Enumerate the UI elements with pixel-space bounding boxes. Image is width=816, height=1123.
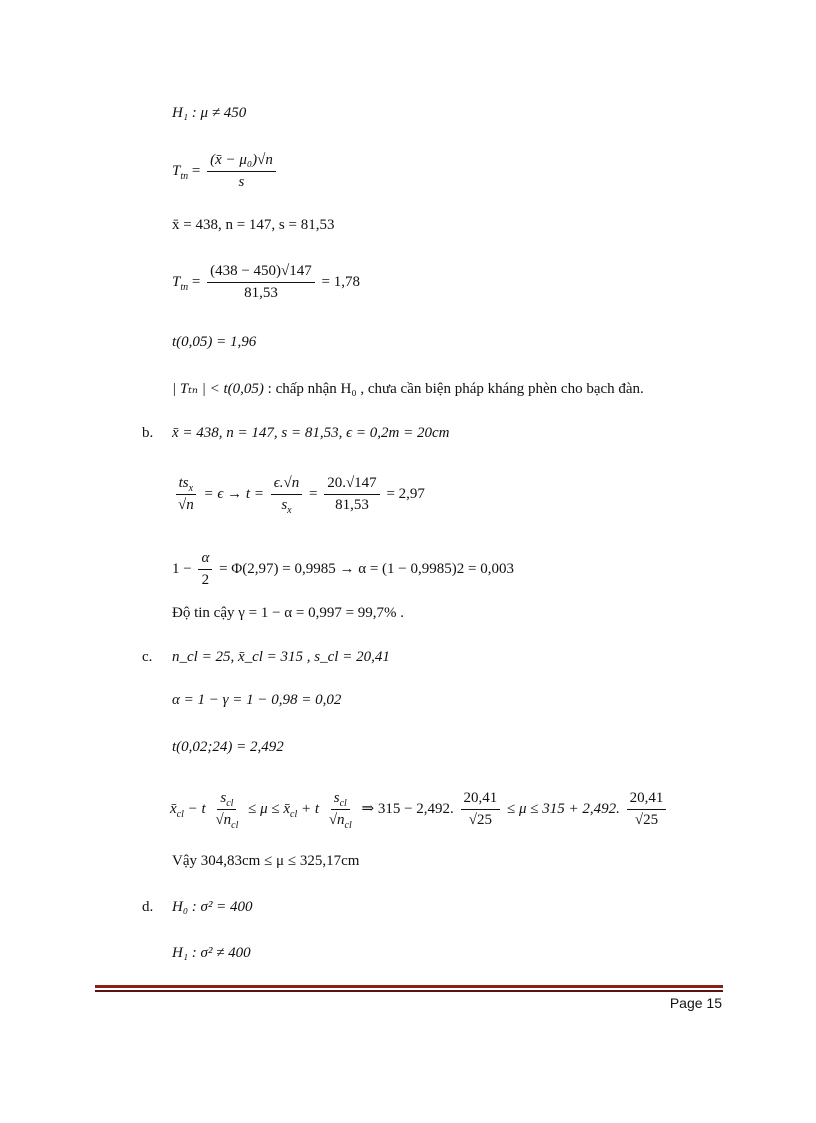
value-fraction-2: $\frac{20,41}{√25}$ [627,790,667,829]
scl-fraction-2: $\frac{s_{cl}}{√n_{cl}}$ [328,790,352,831]
part-d-h1: H₁ : σ² ≠ 400 [172,945,251,961]
sample-values: x̄ = 438, n = 147, s = 81,53 [172,217,335,233]
num-fraction: $\frac{20.√147}{81,53}$ [324,475,379,514]
footer-rule-bottom [95,990,723,992]
tm-symbol: $T_{tn}$ [172,162,189,182]
part-d-h0: H₀ : σ² = 400 [172,899,253,915]
page-number: Page 15 [669,995,722,1011]
t-critical: t(0,05) = 1,96 [172,334,257,350]
conclusion-text: : chấp nhận H₀ , chưa cần biện pháp kháng phèn cho bạch đàn. [267,381,644,397]
part-c-conclusion: Vậy 304,83cm ≤ μ ≤ 325,17cm [172,853,360,869]
part-c-label: c. [142,649,153,665]
part-b-label: b. [142,425,154,441]
footer-rule-top [95,985,723,988]
eps-fraction: $\frac{\epsilon.√n}{s_x}$ [271,475,303,514]
part-c-given: n_cl = 25, x̄_cl = 315 , s_cl = 20,41 [172,649,390,665]
tm-calc-numerator: (438 − 450)√147 [207,263,315,283]
part-b-equation: $\frac{ts_x}{√n}$ = ϵ → t = $\frac{\epsilon.√n}{s_x}$ = $\frac{20.√147}{81,53}$ = 2,97 [172,475,425,514]
alpha-rhs: = Φ(2,97) = 0,9985 → α = (1 − 0,9985)2 = 0,003 [219,560,514,577]
tm-fraction [207,152,276,191]
tm-calc-fraction [207,263,315,302]
part-d-label: d. [142,899,154,915]
h1-hypothesis: H₁ : μ ≠ 450 [172,105,247,121]
tm-denominator: s [238,174,245,190]
value-fraction-1: $\frac{20,41}{√25}$ [461,790,501,829]
tm-numerator: (x̄ − μ₀)√n [207,152,276,172]
alpha-half-fraction: $\frac{\alpha}{2}$ [198,550,212,589]
conclusion-math: | Tₜₙ | < t(0,05) [172,381,264,397]
tm-formula: $T_{tn}$ = $\frac{\text{(x̄ − μ₀)√n}}{s}$ [172,152,279,191]
tm-calc-result: = 1,78 [321,273,360,290]
conclusion-a [172,380,644,398]
tm-calculation: $T_{tn}$ = $\frac{(438 - 450)√147}{81,53}$ = 1,78 [172,263,360,301]
alpha-c: α = 1 − γ = 1 − 0,98 = 0,02 [172,692,342,708]
part-b-result: = 2,97 [386,485,425,502]
part-b-eq-mid: = ϵ → t = [203,485,264,502]
confidence-level: Độ tin cậy γ = 1 − α = 0,997 = 99,7% . [172,605,405,621]
part-b-given: x̄ = 438, n = 147, s = 81,53, ϵ = 0,2m = 20cm [172,425,450,441]
tm-calc-denominator: 81,53 [244,285,278,301]
confidence-interval: $x̄_{cl} - t$ $\frac{s_{cl}}{√n_{cl}}$ ≤ $\mu \le x̄_{cl} + t$ $\frac{s_{cl}}{√n_{cl}}$ ⇒ 315 − 2,492. $\frac{20,41}{√25}$ ≤ μ ≤ 315 + 2,492. $\frac{20,41}{√25}$ [170,790,669,829]
t-critical-c: t(0,02;24) = 2,492 [172,739,284,755]
scl-fraction-1: $\frac{s_{cl}}{√n_{cl}}$ [215,790,239,831]
alpha-equation: 1 − $\frac{\alpha}{2}$ = Φ(2,97) = 0,9985 → α = (1 − 0,9985)2 = 0,003 [172,550,514,588]
ts-fraction: $\frac{ts_x}{√n}$ [175,475,197,514]
